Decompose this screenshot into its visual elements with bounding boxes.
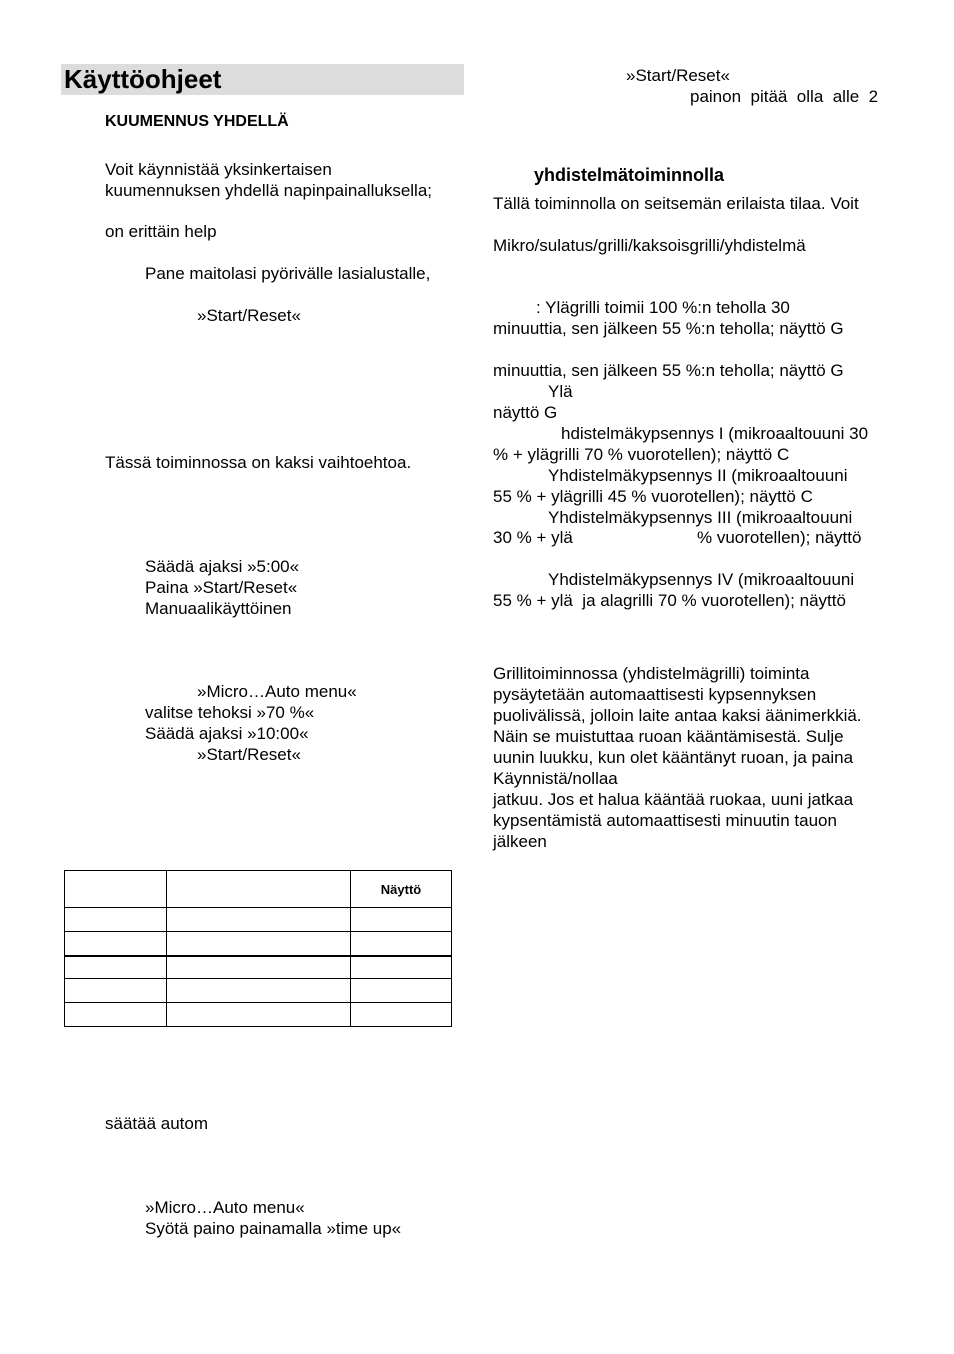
table-cell <box>65 908 167 932</box>
left-line: »Start/Reset« <box>197 306 301 325</box>
right-line: Tällä toiminnolla on seitsemän erilaista tilaa. Voit <box>493 194 859 213</box>
table-cell <box>167 979 351 1003</box>
table-cell <box>65 956 167 979</box>
right-line: puolivälissä, jolloin laite antaa kaksi äänimerkkiä. <box>493 706 862 725</box>
right-line: pysäytetään automaattisesti kypsennyksen <box>493 685 817 704</box>
table-header-cell <box>167 871 351 908</box>
left-line: Paina »Start/Reset« <box>145 578 298 597</box>
table-cell <box>65 1003 167 1027</box>
table-row <box>65 908 452 932</box>
left-line: »Start/Reset« <box>197 745 301 764</box>
table-cell <box>351 956 452 979</box>
right-line: 55 % + ylägrilli 45 % vuorotellen); näyttö C <box>493 487 813 506</box>
right-line: Näin se muistuttaa ruoan kääntämisestä. Sulje <box>493 727 844 746</box>
right-line: 55 % + ylä ja alagrilli 70 % vuorotellen); näyttö <box>493 591 846 610</box>
left-line: Syötä paino painamalla »time up« <box>145 1219 402 1238</box>
display-table <box>64 870 452 1027</box>
right-line: Yhdistelmäkypsennys IV (mikroaaltouuni <box>548 570 855 589</box>
left-line: »Micro…Auto menu« <box>145 1198 305 1217</box>
right-line: Yhdistelmäkypsennys II (mikroaaltouuni <box>548 466 848 485</box>
right-line: uunin luukku, kun olet kääntänyt ruoan, ja paina <box>493 748 854 767</box>
page-title: Käyttöohjeet <box>64 64 222 94</box>
right-line: jatkuu. Jos et halua kääntää ruokaa, uuni jatkaa <box>493 790 854 809</box>
right-line: näyttö G <box>493 403 558 422</box>
right-line: Käynnistä/nollaa <box>493 769 618 788</box>
right-line: % vuorotellen); näyttö <box>697 528 862 547</box>
right-line: 30 % + ylä <box>493 528 573 547</box>
left-line: Manuaalikäyttöinen <box>145 599 292 618</box>
left-line: Voit käynnistää yksinkertaisen <box>105 160 332 179</box>
right-line: % + ylägrilli 70 % vuorotellen); näyttö C <box>493 445 790 464</box>
table-cell <box>65 932 167 956</box>
table-header-display: Näyttö <box>351 871 452 908</box>
right-line: Grillitoiminnossa (yhdistelmägrilli) toiminta <box>493 664 810 683</box>
left-line: »Micro…Auto menu« <box>197 682 357 701</box>
table-header-cell <box>65 871 167 908</box>
right-line: Ylä <box>548 382 573 401</box>
left-line: Tässä toiminnossa on kaksi vaihtoehtoa. <box>105 453 412 472</box>
left-line: Säädä ajaksi »10:00« <box>145 724 309 743</box>
right-line: Yhdistelmäkypsennys III (mikroaaltouuni <box>548 508 853 527</box>
table-cell <box>167 956 351 979</box>
table-cell <box>167 1003 351 1027</box>
left-line: Säädä ajaksi »5:00« <box>145 557 300 576</box>
table-cell <box>167 908 351 932</box>
left-line: säätää autom <box>105 1114 209 1133</box>
table-row <box>65 956 452 979</box>
table-cell <box>351 932 452 956</box>
right-line: jälkeen <box>493 832 547 851</box>
left-line: Pane maitolasi pyörivälle lasialustalle, <box>145 264 431 283</box>
left-subheading: KUUMENNUS YHDELLÄ <box>105 113 289 130</box>
right-line: minuuttia, sen jälkeen 55 %:n teholla; näyttö G <box>493 361 844 380</box>
right-line: Mikro/sulatus/grilli/kaksoisgrilli/yhdistelmä <box>493 236 806 255</box>
table-row <box>65 979 452 1003</box>
table-cell <box>351 1003 452 1027</box>
table-cell <box>351 979 452 1003</box>
right-heading: yhdistelmätoiminnolla <box>534 165 725 185</box>
table-cell <box>351 908 452 932</box>
table-cell <box>65 979 167 1003</box>
right-line: hdistelmäkypsennys I (mikroaaltouuni 30 <box>561 424 869 443</box>
right-line: : Ylägrilli toimii 100 %:n teholla 30 <box>536 298 790 317</box>
table-header-row <box>65 871 452 908</box>
right-line: painon pitää olla alle 2 <box>690 87 879 106</box>
left-line: kuumennuksen yhdellä napinpainalluksella; <box>105 181 433 200</box>
right-line: »Start/Reset« <box>626 66 730 85</box>
table-row <box>65 932 452 956</box>
table-row <box>65 1003 452 1027</box>
right-line: minuuttia, sen jälkeen 55 %:n teholla; näyttö G <box>493 319 844 338</box>
right-line: kypsentämistä automaattisesti minuutin tauon <box>493 811 837 830</box>
left-line: valitse tehoksi »70 %« <box>145 703 315 722</box>
left-line: on erittäin help <box>105 222 217 241</box>
table-cell <box>167 932 351 956</box>
